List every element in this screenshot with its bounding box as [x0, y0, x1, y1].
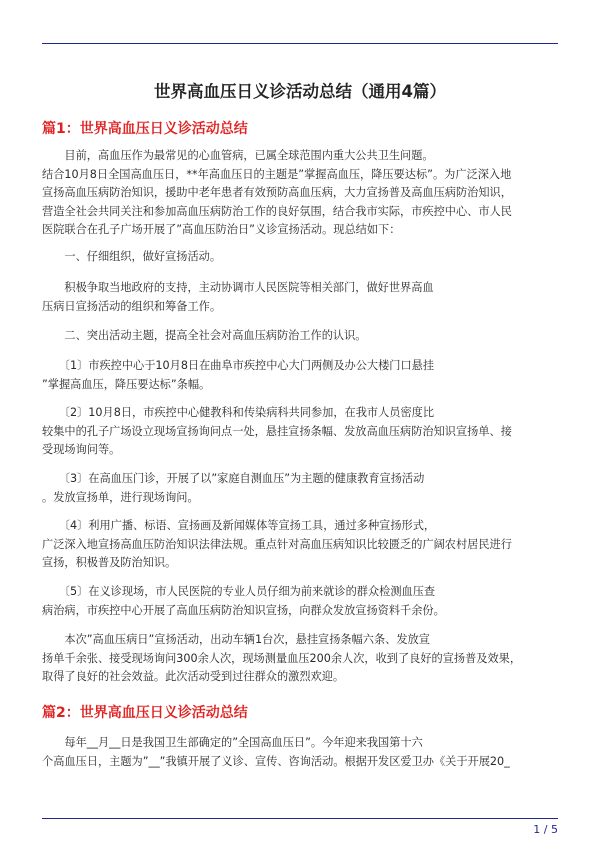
text-line: 较集中的孔子广场设立现场宣扬询问点一处，悬挂宣扬条幅、发放高血压病防治知识宣扬单、接 — [42, 424, 512, 438]
text-line: 本次”高血压病日”宣扬活动，出动车辆1台次，悬挂宣扬条幅六条、发放宣 — [42, 633, 430, 646]
paragraph — [42, 631, 558, 687]
text-line: 宣扬，积极普及防治知识。 — [42, 556, 177, 569]
text-line: 结合10月8日全国高血压日，**年高血压日的主题是”掌握高血压，降压要达标”。为广泛深入地 — [42, 167, 512, 181]
text-line: 目前，高血压作为最常见的心血管病，已属全球范围内重大公共卫生问题。 — [42, 149, 434, 162]
text-line: 。发放宣扬单，进行现场询问。 — [42, 490, 199, 504]
text-line: 病治病，市疾控中心开展了高血压病防治知识宣扬，向群众发放宣扬资料千余份。 — [42, 603, 445, 617]
text-line: 〔4〕利用广播、标语、宣扬画及新闻媒体等宣扬工具，通过多种宣扬形式， — [42, 519, 436, 532]
text-line: 受现场询问等。 — [42, 443, 121, 456]
text-line: 营造全社会共同关注和参加高血压病防治工作的良好氛围，结合我市实际，市疾控中心、市人民 — [42, 204, 512, 218]
text-line: ”掌握高血压，降压要达标”条幅。 — [42, 377, 211, 391]
text-line: 二、突出活动主题，提高全社会对高血压病防治工作的认识。 — [42, 329, 367, 342]
text-line: 个高血压日，主题为”__”我镇开展了义诊、宣传、咨询活动。根据开发区爱卫办《关于开展20_ — [42, 754, 510, 768]
paragraph — [42, 357, 558, 394]
text-line: 医院联合在孔子广场开展了”高血压防治日”义诊宣扬活动。现总结如下： — [42, 223, 401, 236]
text-line: 取得了良好的社会效益。此次活动受到过往群众的激烈欢迎。 — [42, 670, 345, 683]
text-line: 压病日宣扬活动的组织和筹备工作。 — [42, 299, 222, 313]
document-title: 世界高血压日义诊活动总结（通用4篇） — [154, 82, 446, 101]
text-line: 〔5〕在义诊现场，市人民医院的专业人员仔细为前来就诊的群众检测血压查 — [42, 585, 436, 598]
text-line: 广泛深入地宣扬高血压防治知识法律法规。重点针对高血压病知识比较匮乏的广阔农村居民进行 — [42, 537, 512, 551]
paragraph — [42, 327, 558, 346]
text-line: 积极争取当地政府的支持，主动协调市人民医院等相关部门，做好世界高血 — [42, 281, 434, 294]
text-line: 〔3〕在高血压门诊，开展了以”家庭自测血压”为主题的健康教育宣扬活动 — [42, 472, 425, 485]
text-line: 一、仔细组织，做好宣扬活动。 — [42, 250, 222, 263]
text-line: 宣扬高血压病防治知识，援助中老年患者有效预防高血压病，大力宣扬普及高血压病防治知识， — [42, 186, 512, 199]
text-line: 每年__月__日是我国卫生部确定的”全国高血压日”。今年迎来我国第十六 — [42, 736, 423, 749]
section-heading-2: 篇2：世界高血压日义诊活动总结 — [42, 705, 248, 721]
paragraph — [42, 517, 558, 573]
text-line: 扬单千余张、接受现场询问300余人次，现场测量血压200余人次，收到了良好的宣扬普及效果， — [42, 651, 522, 665]
paragraph — [42, 470, 558, 507]
paragraph — [42, 248, 558, 267]
paragraph — [42, 734, 558, 771]
text-line: 〔1〕市疾控中心于10月8日在曲阜市疾控中心大门两侧及办公大楼门口悬挂 — [42, 359, 435, 372]
text-line: 〔2〕10月8日，市疾控中心健教科和传染病科共同参加，在我市人员密度比 — [42, 406, 435, 419]
section-heading-1: 篇1：世界高血压日义诊活动总结 — [42, 121, 248, 137]
header-rule — [42, 43, 558, 44]
footer-rule — [42, 818, 558, 819]
paragraph — [42, 279, 558, 316]
page-number: 1 / 5 — [533, 823, 558, 836]
paragraph — [42, 147, 558, 240]
paragraph — [42, 404, 558, 460]
paragraph — [42, 583, 558, 620]
